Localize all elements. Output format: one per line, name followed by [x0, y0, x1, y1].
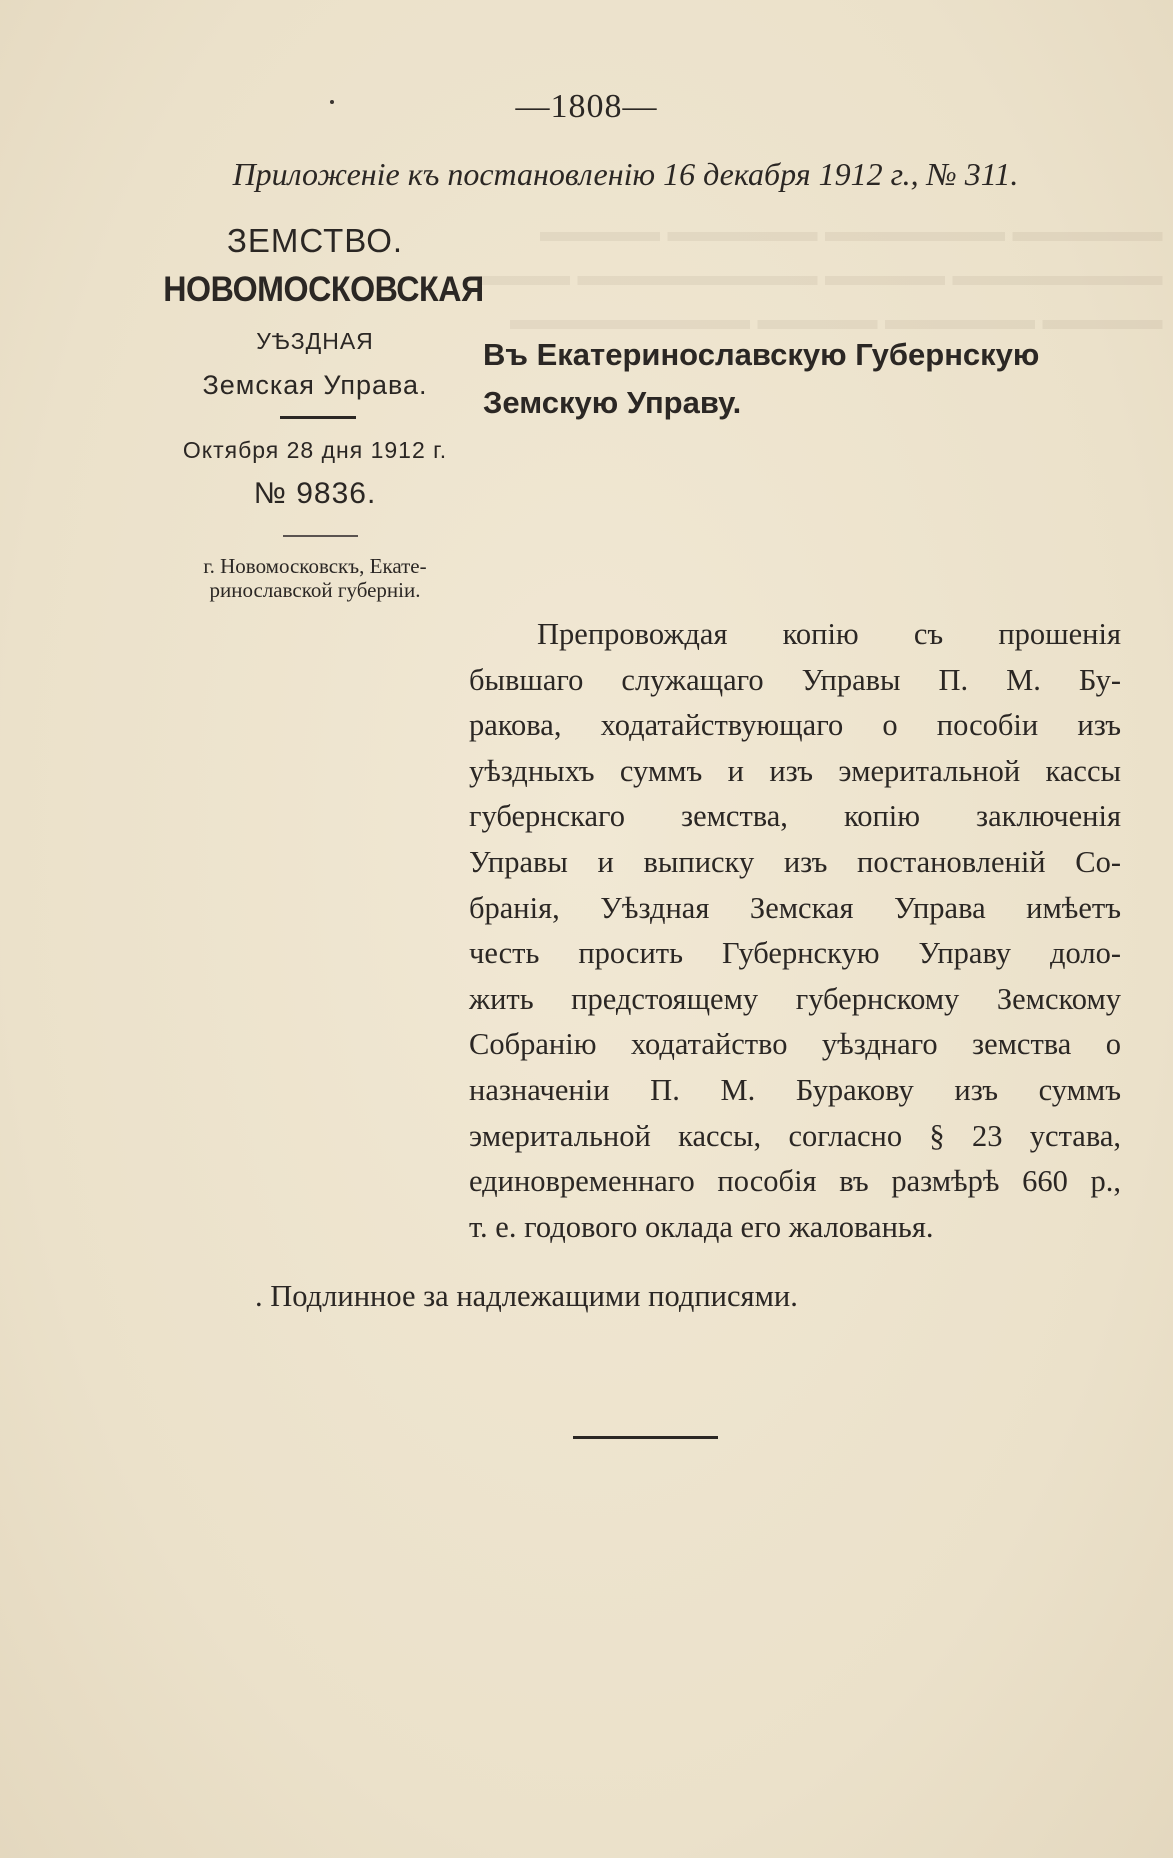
document-number: № 9836. — [253, 477, 377, 510]
signature-note: . Подлинное за надлежащими подписями. — [255, 1279, 798, 1313]
body-line: ракова, ходатайствующаго о пособіи изъ — [469, 708, 1121, 743]
body-line: бранія, Уѣздная Земская Управа имѣетъ — [469, 890, 1121, 925]
sender-zemstvo: ЗЕМСТВО. — [226, 222, 404, 259]
sender-uezd-name: НОВОМОСКОВСКАЯ — [163, 270, 484, 309]
page-number: —1808— — [515, 88, 658, 125]
appendix-line: Приложеніе къ постановленію 16 декабря 1912 г., № 311. — [232, 156, 1019, 192]
place-line-2: ринославской губерніи. — [209, 578, 421, 602]
body-line: бывшаго служащаго Управы П. М. Бу- — [469, 662, 1121, 697]
body-line: Препровождая копію съ прошенія — [537, 617, 1121, 651]
body-paragraph — [469, 612, 1121, 1250]
number-rule — [283, 535, 358, 537]
sender-uprava: Земская Управа. — [202, 370, 428, 400]
body-line: единовременнаго пособія въ размѣрѣ 660 р., — [469, 1164, 1121, 1199]
body-line: эмеритальной кассы, согласно § 23 устава, — [469, 1118, 1121, 1153]
addressee-line-2: Земскую Управу. — [483, 385, 742, 420]
body-line: Собранію ходатайство уѣзднаго земства о — [469, 1027, 1121, 1062]
body-line: т. е. годового оклада его жалованья. — [469, 1209, 934, 1244]
body-line: назначеніи П. М. Буракову изъ суммъ — [469, 1072, 1121, 1107]
body-line: честь просить Губернскую Управу доло- — [469, 936, 1121, 971]
place-line-1: г. Новомосковскъ, Екате- — [203, 554, 427, 578]
print-dot — [330, 100, 334, 104]
body-line: губернскаго земства, копію заключенія — [469, 799, 1121, 834]
closing-rule — [573, 1436, 718, 1439]
body-line: уѣздныхъ суммъ и изъ эмеритальной кассы — [469, 753, 1121, 788]
addressee-line-1: Въ Екатеринославскую Губернскую — [483, 337, 1040, 372]
sender-uezdnaya: УѢЗДНАЯ — [256, 328, 374, 354]
body-line: жить предстоящему губернскому Земскому — [469, 981, 1121, 1016]
body-line: Управы и выписку изъ постановленій Со- — [469, 844, 1121, 879]
header-rule — [280, 416, 356, 419]
document-date: Октября 28 дня 1912 г. — [182, 437, 448, 463]
reverse-side-bleed: ▬▬▬▬▬ ▬▬▬▬▬▬ ▬▬▬▬▬ ▬▬▬▬ ▬▬▬▬▬▬▬ ▬▬▬▬ ▬▬▬▬▬▬▬▬ ▬▬▬ ▬▬▬▬ ▬▬▬▬▬ ▬▬▬▬ ▬▬▬▬▬▬▬▬ — [480, 215, 1163, 336]
